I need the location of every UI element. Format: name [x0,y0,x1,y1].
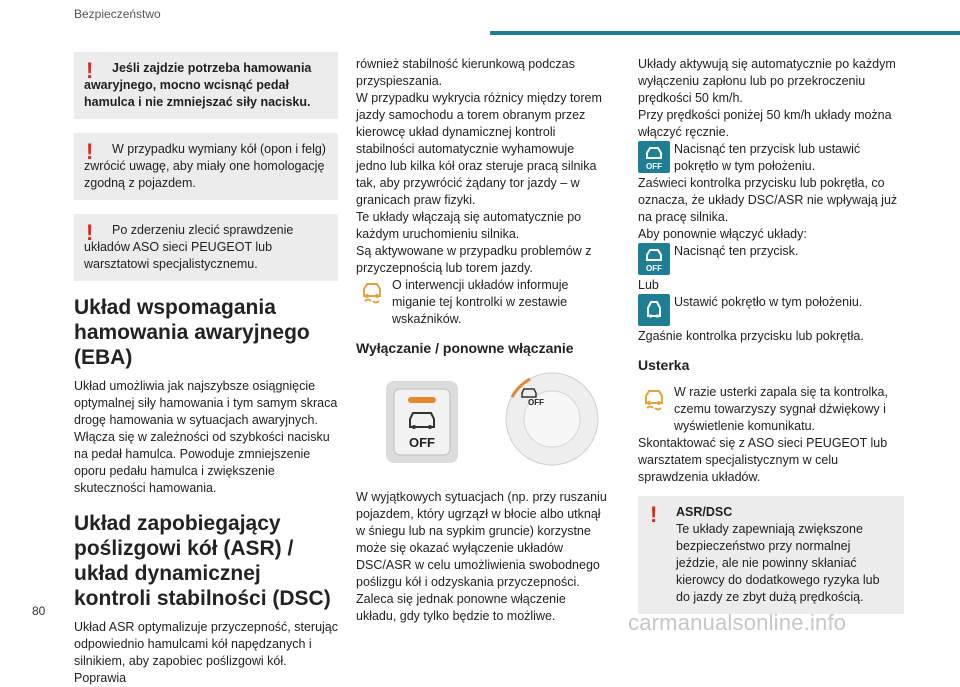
off-button-and-knob-icon [356,367,608,477]
section-heading: Układ wspomagania hamowania awaryjnego (EBA) [74,296,310,369]
svg-text:OFF: OFF [646,162,662,171]
paragraph: Lub [638,278,659,292]
icon-line [356,277,608,328]
exclamation-icon: ! [650,502,658,527]
knob-position-icon [638,294,670,326]
column-1 [74,48,338,687]
icon-text: Ustawić pokrętło w tym położeniu. [674,295,863,309]
icon-line [638,294,904,328]
paragraph: Skontaktować się z ASO sieci PEUGEOT lub warsztatem specjalistycznym w celu sprawdzenia układów. [638,436,888,484]
exclamation-icon: ! [86,58,94,83]
paragraph: Zaświeci kontrolka przycisku lub pokrętła, co oznacza, że układy DSC/ASR nie wpływają już na pracę silnika. Aby ponownie włączyć układy: [638,176,898,241]
warning-box [74,214,338,281]
warning-box [638,496,904,614]
skid-warning-icon [638,384,670,416]
icon-line [638,141,904,175]
paragraph: W wyjątkowych sytuacjach (np. przy ruszaniu pojazdem, który ugrzązł w błocie albo utknął w śniegu lub na sypkim gruncie) korzystne może się okazać wyłączenie układów DSC/ASR w celu umożliwienia swobodnego poślizgu kół i odzyskania przyczepności. Zaleca się jednak ponowne włączenie układu, gdy tylko będzie to możliwe. [356,490,607,623]
warning-box [74,133,338,200]
section-heading: Układ zapobiegający poślizgowi kół (ASR) / układ dynamicznej kontroli stabilności (DSC) [74,512,331,610]
skid-warning-icon [356,277,388,309]
subheading: Wyłączanie / ponowne włączanie [356,340,574,356]
warning-title: ASR/DSC [676,505,733,519]
column-3 [638,56,904,628]
paragraph: również stabilność kierunkową podczas przyspieszania. W przypadku wykrycia różnicy między torem jazdy samochodu a torem obranym przez kierowcę układ dynamicznej kontroli stabilności automatycznie wyhamowuje jedno lub kilka kół oraz steruje pracą silnika tak, aby przywrócić żądany tor jazdy – w granicach praw fizyki. Te układy włączają się automatycznie po każdym uruchomieniu silnika. Są aktywowane w przypadku problemów z przyczepnością lub torem jazdy. [356,57,602,275]
knob-label: OFF [528,398,544,407]
svg-text:OFF: OFF [646,264,662,273]
icon-text: O interwencji układów informuje miganie tej kontrolki w zestawie wskaźników. [392,278,569,326]
icon-line [638,384,904,435]
watermark: carmanualsonline.info [628,610,847,635]
header-section: Bezpieczeństwo [74,7,161,21]
icon-line [638,243,904,277]
paragraph: Układ umożliwia jak najszybsze osiągnięcie optymalnej siły hamowania i tym samym skraca drogę hamowania w sytuacjach awaryjnych. Włącza się w zależności od szybkości nacisku na pedał hamulca. Powoduje zmniejszenie oporu pedału hamulca i zwiększenie skuteczności hamowania. [74,379,338,495]
skid-off-button-icon [638,243,670,275]
subheading: Usterka [638,357,690,373]
warning-text: Po zderzeniu zlecić sprawdzenie układów ASO sieci PEUGEOT lub warsztatowi specjalistycznemu. [84,223,294,271]
paragraph: Układy aktywują się automatycznie po każdym wyłączeniu zapłonu lub po przekroczeniu prędkości 50 km/h. Przy prędkości poniżej 50 km/h układy można włączyć ręcznie. [638,57,896,139]
icon-text: Nacisnąć ten przycisk lub ustawić pokrętło w tym położeniu. [674,142,861,173]
skid-off-button-icon [638,141,670,173]
warning-box [74,52,338,119]
header-accent-bar [490,31,960,35]
column-2 [356,56,608,625]
warning-text: Te układy zapewniają zwiększone bezpieczeństwo przy normalnej jeździe, ale nie powinny skłaniać kierowcy do dodatkowego ryzyka lub do jazdy ze zbyt dużą prędkością. [676,522,880,604]
exclamation-icon: ! [86,220,94,245]
warning-text: Jeśli zajdzie potrzeba hamowania awaryjnego, mocno wcisnąć pedał hamulca i nie zmniejszać siły nacisku. [84,61,312,109]
warning-text: W przypadku wymiany kół (opon i felg) zwrócić uwagę, aby miały one homologację zgodną z pojazdem. [84,142,326,190]
exclamation-icon: ! [86,139,94,164]
icon-text: W razie usterki zapala się ta kontrolka, czemu towarzyszy sygnał dźwiękowy i wyświetlenie komunikatu. [674,385,888,433]
button-label: OFF [409,435,435,450]
paragraph: Zgaśnie kontrolka przycisku lub pokrętła. [638,329,864,343]
control-images [356,367,608,477]
paragraph: Układ ASR optymalizuje przyczepność, sterując odpowiednio hamulcami kół napędzanych i silnikiem, aby zapobiec poślizgowi kół. Poprawia [74,620,339,685]
icon-text: Nacisnąć ten przycisk. [674,244,799,258]
page-number: 80 [32,604,46,618]
